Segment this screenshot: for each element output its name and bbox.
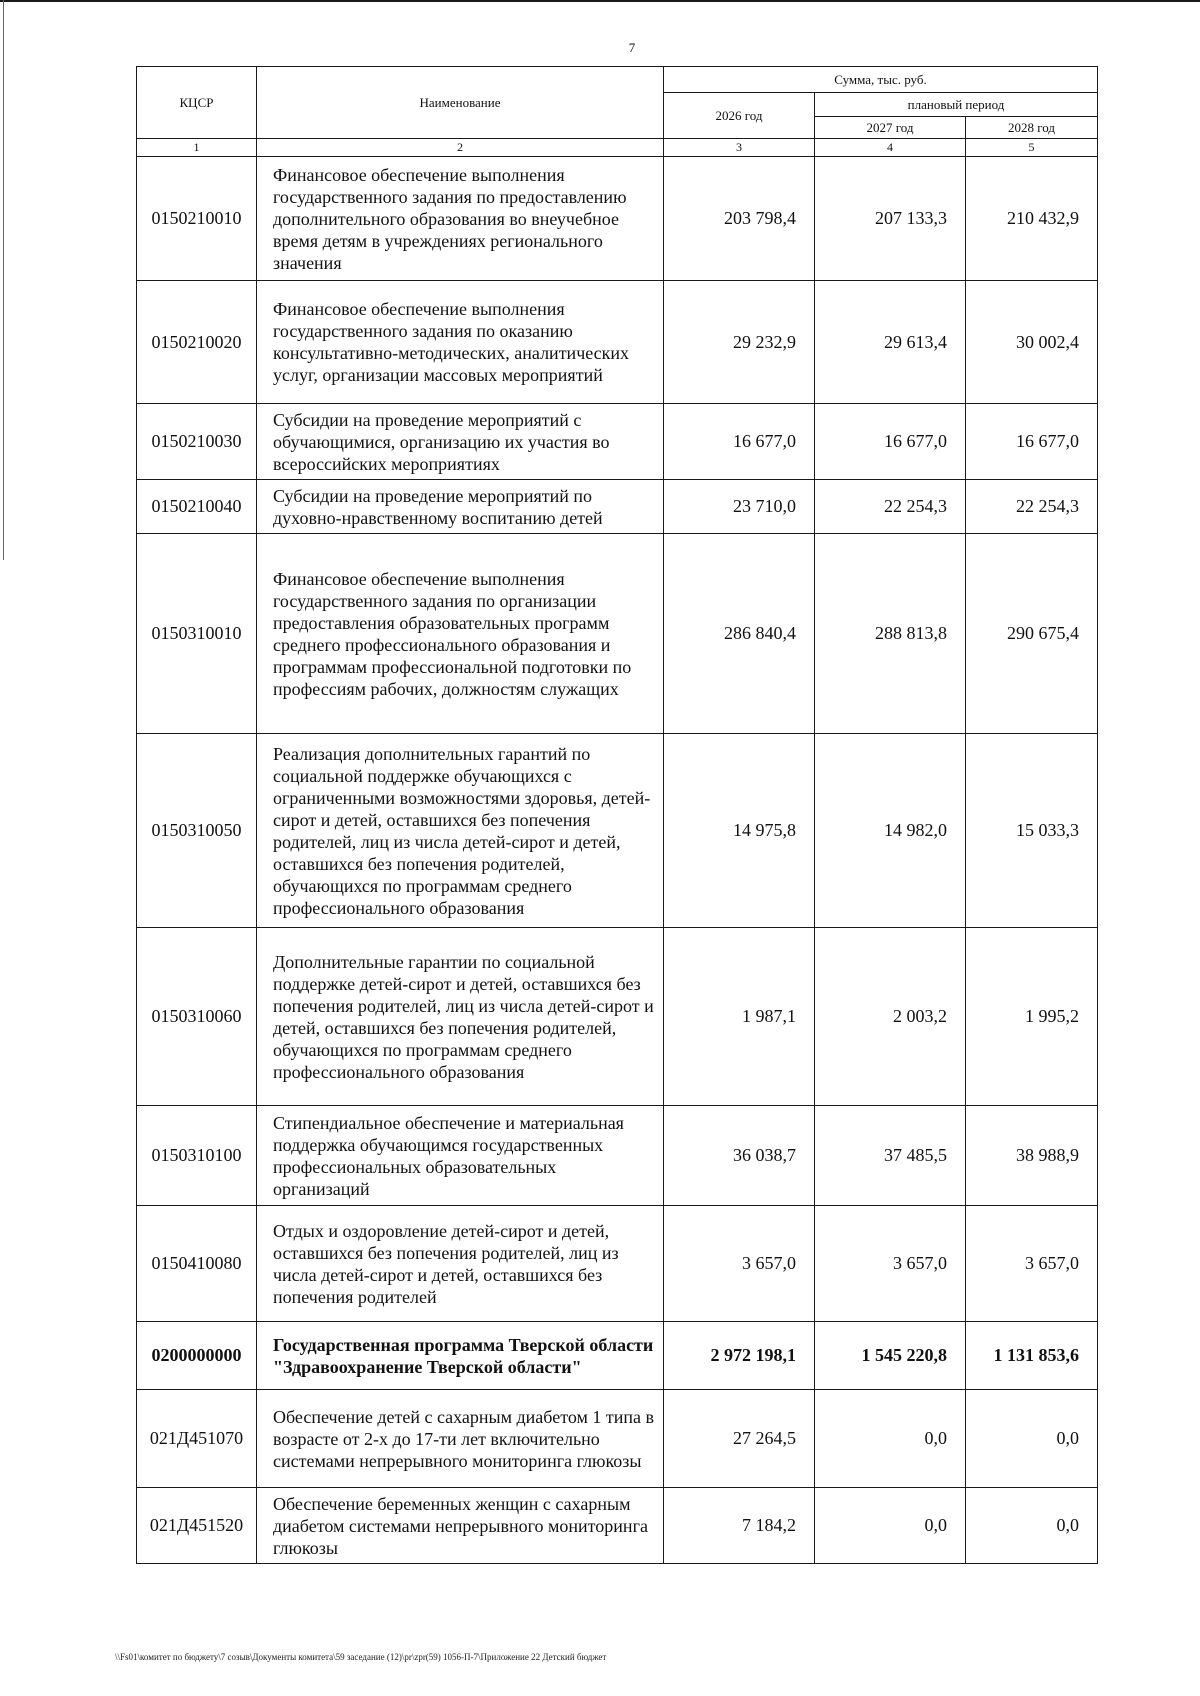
table-row (137, 1206, 1098, 1322)
row-amount-2026: 27 264,5 (664, 1390, 815, 1488)
row-code: 0150210020 (137, 281, 257, 404)
budget-table (136, 66, 1098, 1564)
row-amount-2026: 3 657,0 (664, 1206, 815, 1322)
row-amount-2026: 286 840,4 (664, 534, 815, 734)
table-row (137, 1390, 1098, 1488)
row-amount-2027: 37 485,5 (815, 1106, 966, 1206)
row-code: 0200000000 (137, 1322, 257, 1390)
row-amount-2027: 14 982,0 (815, 734, 966, 928)
column-number: 5 (966, 139, 1098, 157)
row-amount-2027: 288 813,8 (815, 534, 966, 734)
row-amount-2027: 0,0 (815, 1488, 966, 1564)
row-amount-2027: 29 613,4 (815, 281, 966, 404)
row-name: Государственная программа Тверской области "Здравоохранение Тверской области" (257, 1322, 664, 1390)
row-name: Стипендиальное обеспечение и материальная поддержка обучающимся государственных профессиональных образовательных организаций (257, 1106, 664, 1206)
table-body (137, 157, 1098, 1564)
row-code: 0150310100 (137, 1106, 257, 1206)
row-amount-2027: 3 657,0 (815, 1206, 966, 1322)
row-amount-2028: 16 677,0 (966, 404, 1098, 480)
table-row (137, 534, 1098, 734)
row-amount-2028: 1 995,2 (966, 928, 1098, 1106)
row-code: 0150310050 (137, 734, 257, 928)
footer-file-path: \\Fs01\комитет по бюджету\7 созыв\Документы комитета\59 заседание (12)\pr\zpr(59) 1056-П-7\Приложение 22 Детский бюджет (115, 1652, 607, 1662)
row-amount-2027: 207 133,3 (815, 157, 966, 281)
row-name: Отдых и оздоровление детей-сирот и детей, оставшихся без попечения родителей, лиц из числа детей-сирот и детей, оставшихся без попечения родителей (257, 1206, 664, 1322)
row-amount-2026: 23 710,0 (664, 480, 815, 534)
row-amount-2028: 210 432,9 (966, 157, 1098, 281)
row-code: 0150310060 (137, 928, 257, 1106)
row-amount-2028: 30 002,4 (966, 281, 1098, 404)
left-scan-edge (3, 0, 4, 560)
row-name: Финансовое обеспечение выполнения государственного задания по оказанию консультативно-методических, аналитических услуг, организации массовых мероприятий (257, 281, 664, 404)
row-amount-2028: 1 131 853,6 (966, 1322, 1098, 1390)
row-amount-2028: 290 675,4 (966, 534, 1098, 734)
column-number-row (137, 139, 1098, 157)
row-amount-2026: 16 677,0 (664, 404, 815, 480)
table-row (137, 1488, 1098, 1564)
row-amount-2028: 22 254,3 (966, 480, 1098, 534)
row-amount-2027: 0,0 (815, 1390, 966, 1488)
header-sum: Сумма, тыс. руб. (664, 67, 1098, 93)
row-amount-2026: 203 798,4 (664, 157, 815, 281)
top-border-line (0, 0, 1200, 2)
column-number: 3 (664, 139, 815, 157)
row-amount-2026: 14 975,8 (664, 734, 815, 928)
row-amount-2027: 22 254,3 (815, 480, 966, 534)
row-code: 0150210030 (137, 404, 257, 480)
table-row-program (137, 1322, 1098, 1390)
row-amount-2027: 2 003,2 (815, 928, 966, 1106)
header-year-2026: 2026 год (664, 93, 815, 139)
header-year-2027: 2027 год (815, 117, 966, 139)
row-code: 0150210010 (137, 157, 257, 281)
row-amount-2026: 7 184,2 (664, 1488, 815, 1564)
row-code: 0150310010 (137, 534, 257, 734)
row-code: 0150410080 (137, 1206, 257, 1322)
row-amount-2026: 36 038,7 (664, 1106, 815, 1206)
header-year-2028: 2028 год (966, 117, 1098, 139)
table-row (137, 734, 1098, 928)
table-row (137, 1106, 1098, 1206)
row-amount-2026: 29 232,9 (664, 281, 815, 404)
row-name: Финансовое обеспечение выполнения государственного задания по предоставлению дополнительного образования во внеучебное время детям в учреждениях регионального значения (257, 157, 664, 281)
column-number: 1 (137, 139, 257, 157)
row-code: 021Д451070 (137, 1390, 257, 1488)
row-name: Дополнительные гарантии по социальной поддержке детей-сирот и детей, оставшихся без попечения родителей, лиц из числа детей-сирот и детей, оставшихся без попечения родителей, обучающихся по программам среднего профессионального образования (257, 928, 664, 1106)
row-amount-2028: 0,0 (966, 1488, 1098, 1564)
row-amount-2028: 38 988,9 (966, 1106, 1098, 1206)
header-name: Наименование (257, 67, 664, 139)
header-plan-period: плановый период (815, 93, 1098, 117)
row-code: 021Д451520 (137, 1488, 257, 1564)
table-row (137, 928, 1098, 1106)
row-code: 0150210040 (137, 480, 257, 534)
row-name: Субсидии на проведение мероприятий с обучающимися, организацию их участия во всероссийских мероприятиях (257, 404, 664, 480)
page-number: 7 (628, 40, 636, 55)
column-number: 4 (815, 139, 966, 157)
row-amount-2026: 2 972 198,1 (664, 1322, 815, 1390)
table-row (137, 157, 1098, 281)
row-name: Реализация дополнительных гарантий по социальной поддержке обучающихся с ограниченными возможностями здоровья, детей-сирот и детей, оставшихся без попечения родителей, лиц из числа детей-сирот и детей, оставшихся без попечения родителей, обучающихся по программам среднего профессионального образования (257, 734, 664, 928)
row-amount-2028: 3 657,0 (966, 1206, 1098, 1322)
row-name: Финансовое обеспечение выполнения государственного задания по организации предоставления образовательных программ среднего профессионального образования и программам профессиональной подготовки по профессиям рабочих, должностям служащих (257, 534, 664, 734)
row-amount-2026: 1 987,1 (664, 928, 815, 1106)
row-name: Обеспечение беременных женщин с сахарным диабетом системами непрерывного мониторинга глюкозы (257, 1488, 664, 1564)
row-amount-2027: 1 545 220,8 (815, 1322, 966, 1390)
header-code: КЦСР (137, 67, 257, 139)
table-row (137, 281, 1098, 404)
row-name: Обеспечение детей с сахарным диабетом 1 типа в возрасте от 2-х до 17-ти лет включительно системами непрерывного мониторинга глюкозы (257, 1390, 664, 1488)
column-number: 2 (257, 139, 664, 157)
row-name: Субсидии на проведение мероприятий по духовно-нравственному воспитанию детей (257, 480, 664, 534)
table-header (137, 67, 1098, 157)
row-amount-2028: 0,0 (966, 1390, 1098, 1488)
table-row (137, 480, 1098, 534)
row-amount-2027: 16 677,0 (815, 404, 966, 480)
row-amount-2028: 15 033,3 (966, 734, 1098, 928)
table-row (137, 404, 1098, 480)
